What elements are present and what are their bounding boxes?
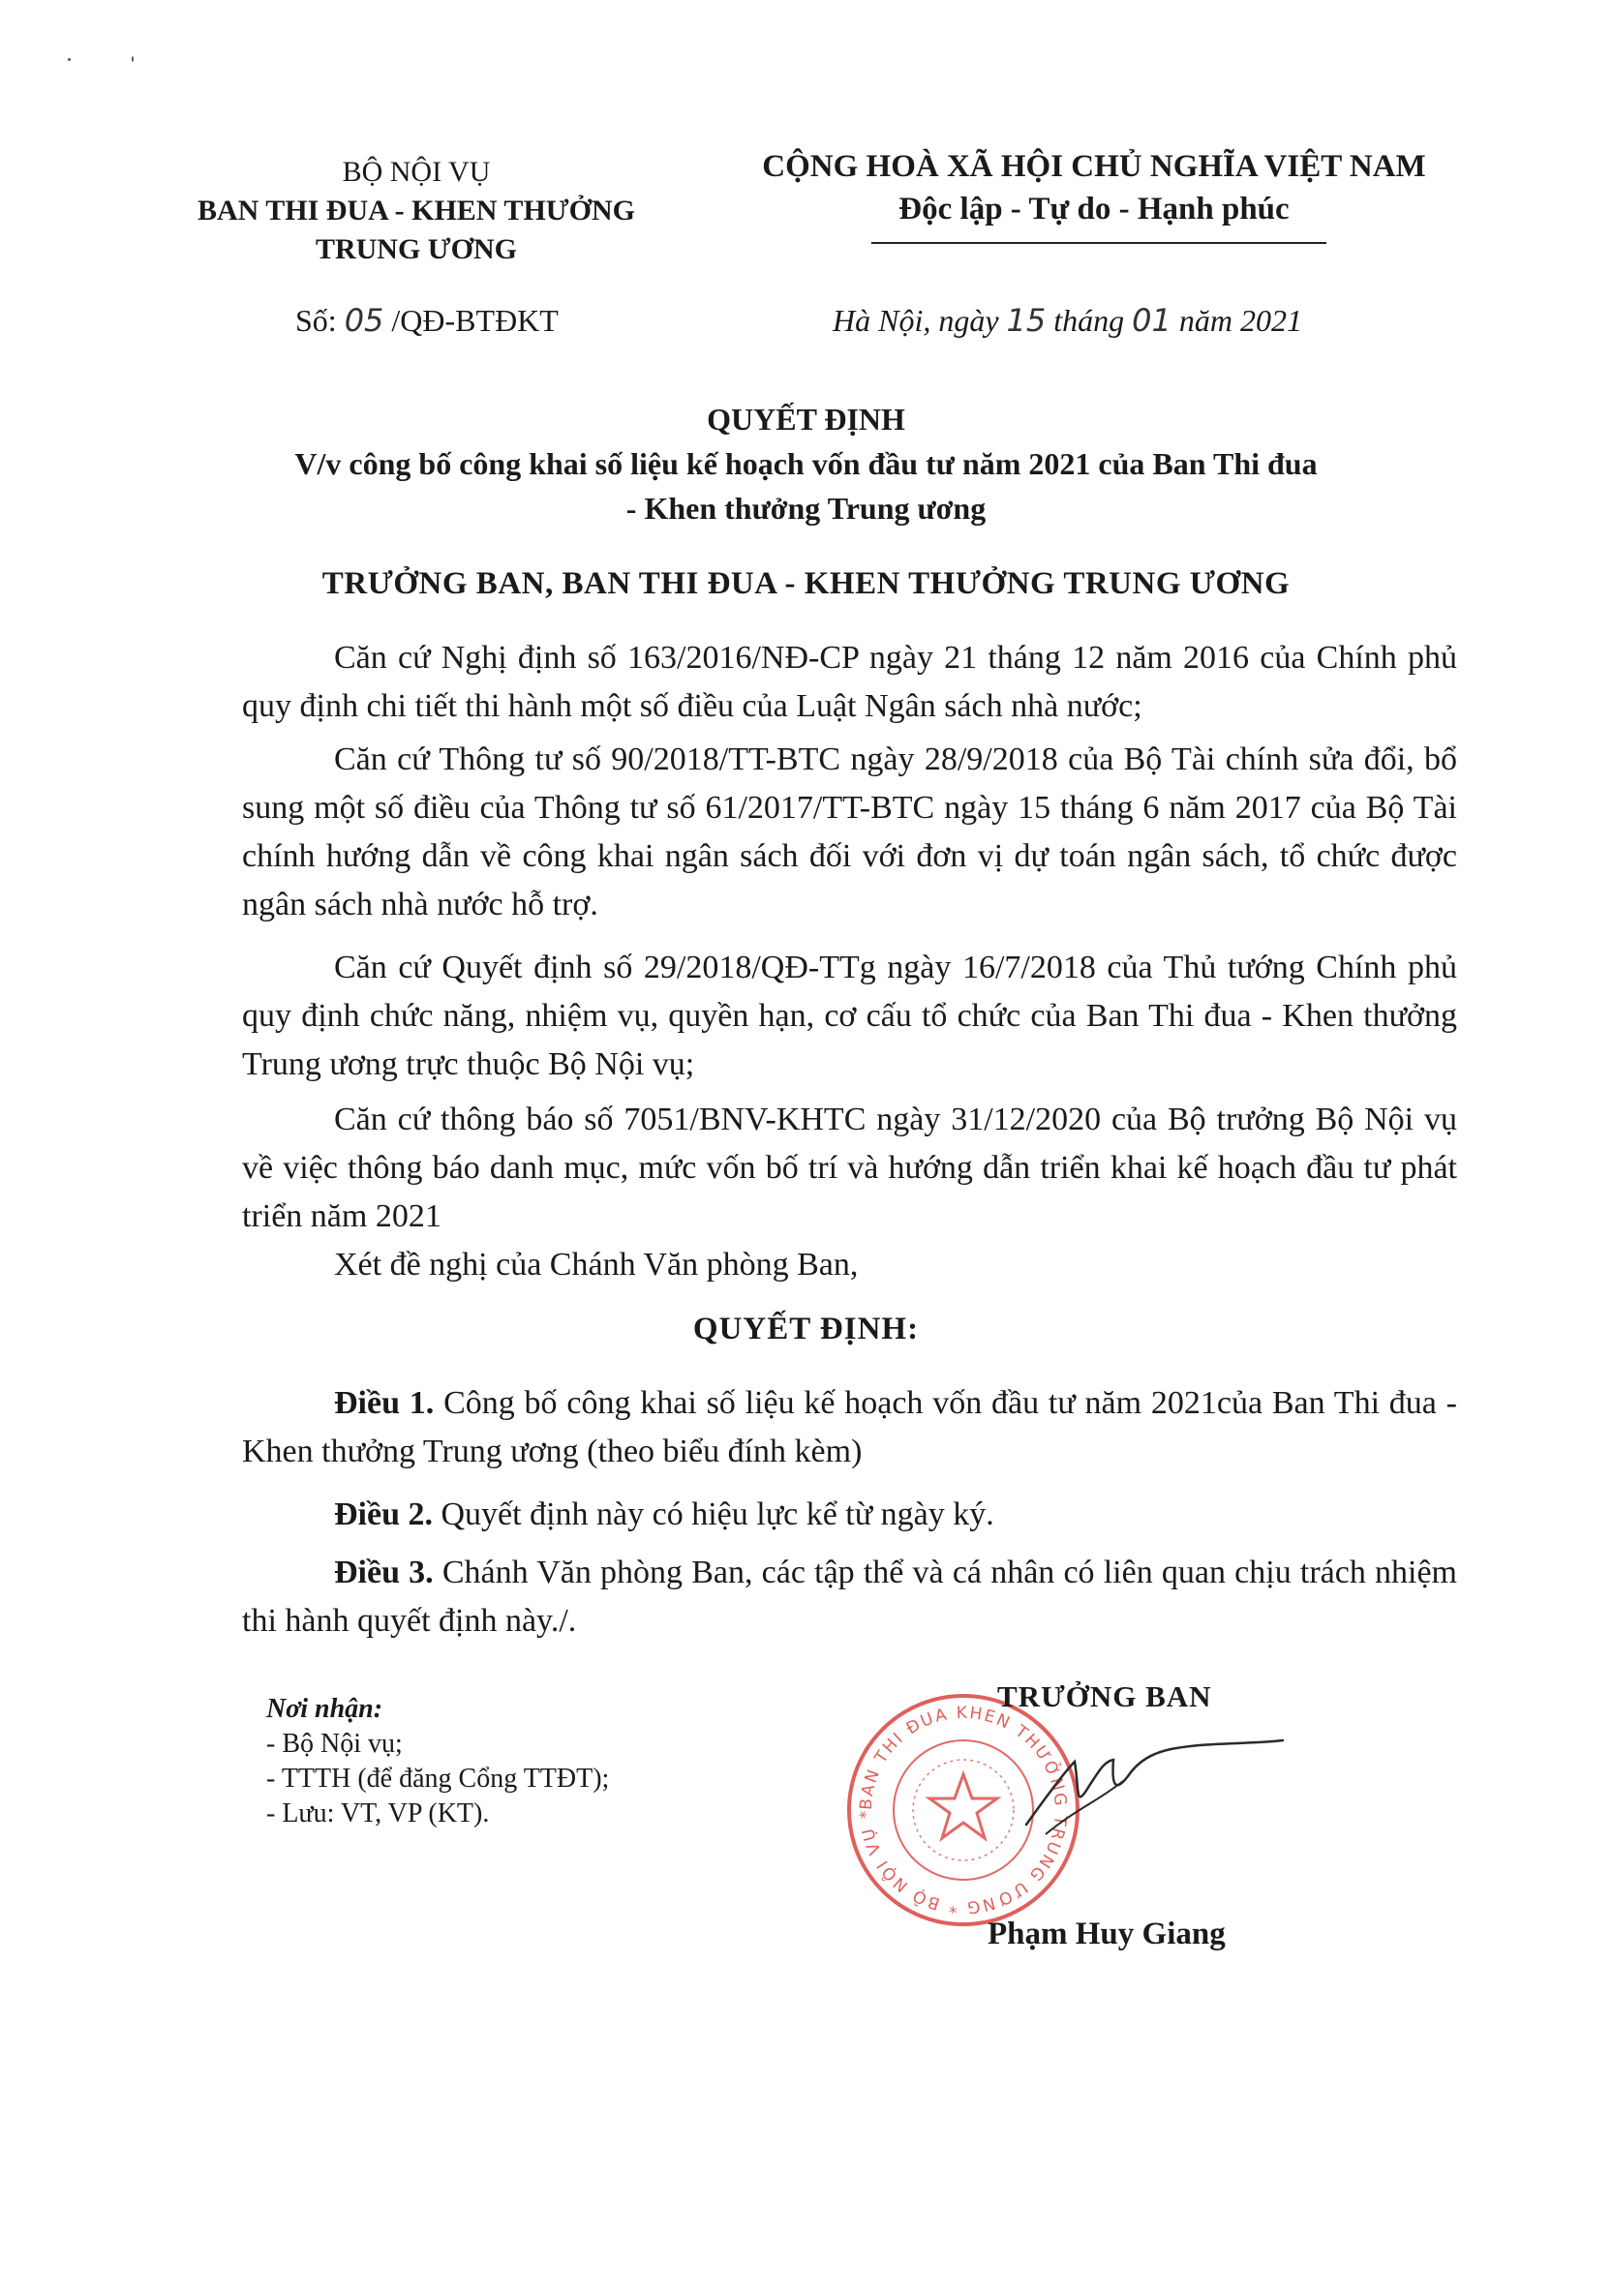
- article-label: Điều 3.: [334, 1555, 434, 1590]
- scan-speck: [68, 58, 71, 61]
- article-label: Điều 1.: [334, 1385, 435, 1421]
- stamp-star-icon: [929, 1774, 997, 1838]
- handwritten-signature: [1007, 1733, 1297, 1858]
- subject-line-2: - Khen thưởng Trung ương: [625, 491, 987, 526]
- document-title: [145, 397, 1467, 530]
- issue-date: [833, 302, 1302, 339]
- issuing-agency: [145, 153, 687, 269]
- agency-name-line2: TRUNG ƯƠNG: [315, 233, 518, 265]
- decision-heading: QUYẾT ĐỊNH:: [692, 1312, 920, 1346]
- handwritten-number: 05: [344, 302, 384, 339]
- national-motto: Độc lập - Tự do - Hạnh phúc: [898, 192, 1290, 227]
- article-3: [242, 1549, 1457, 1646]
- basis-paragraph: Căn cứ Quyết định số 29/2018/QĐ-TTg ngày 16/7/2018 của Thủ tướng Chính phủ quy định chức năng, nhiệm vụ, quyền hạn, cơ cấu tổ chức của Ban Thi đua - Khen thưởng Trung ương trực thuộc Bộ Nội vụ;: [242, 950, 1457, 1082]
- agency-name-line1: BAN THI ĐUA - KHEN THƯỞNG: [197, 195, 635, 227]
- signer-position: TRƯỞNG BAN: [997, 1679, 1212, 1713]
- motto-underline: [871, 242, 1326, 244]
- article-label: Điều 2.: [334, 1496, 433, 1532]
- recipient-item: - Bộ Nội vụ;: [266, 1729, 403, 1759]
- handwritten-day: 15: [1006, 302, 1047, 339]
- number-prefix: Số:: [295, 303, 337, 338]
- issuing-authority: TRƯỞNG BAN, BAN THI ĐUA - KHEN THƯỞNG TRUNG ƯƠNG: [321, 566, 1291, 601]
- ministry-name: BỘ NỘI VỤ: [342, 156, 491, 188]
- handwritten-month: 01: [1132, 302, 1171, 339]
- date-text-place: Hà Nội, ngày: [833, 303, 999, 338]
- date-text-year: năm 2021: [1178, 303, 1302, 338]
- date-text-month: tháng: [1053, 303, 1125, 338]
- recipients: [266, 1692, 609, 1831]
- article-text: Chánh Văn phòng Ban, các tập thể và cá nhân có liên quan chịu trách nhiệm thi hành quyết định này./.: [242, 1555, 1458, 1639]
- scan-speck: [132, 56, 134, 62]
- recipient-item: - Lưu: VT, VP (KT).: [266, 1798, 490, 1828]
- stamp-ring-text: BAN THI ĐUA KHEN THƯỞNG TRUNG ƯƠNG * BỘ NỘI VỤ *: [856, 1703, 1071, 1918]
- article-text: Công bố công khai số liệu kế hoạch vốn đầu tư năm 2021của Ban Thi đua - Khen thưởng Trung ương (theo biểu đính kèm): [242, 1385, 1458, 1469]
- basis-paragraph: Xét đề nghị của Chánh Văn phòng Ban,: [334, 1247, 859, 1283]
- basis-paragraph: Căn cứ Nghị định số 163/2016/NĐ-CP ngày 21 tháng 12 năm 2016 của Chính phủ quy định chi tiết thi hành một số điều của Luật Ngân sách nhà nước;: [242, 640, 1457, 724]
- subject-line-1: V/v công bố công khai số liệu kế hoạch vốn đầu tư năm 2021 của Ban Thi đua: [294, 446, 1318, 481]
- national-heading: [678, 145, 1510, 230]
- basis-paragraph: Căn cứ Thông tư số 90/2018/TT-BTC ngày 28/9/2018 của Bộ Tài chính sửa đổi, bổ sung một số điều của Thông tư số 61/2017/TT-BTC ngày 15 tháng 6 năm 2017 của Bộ Tài chính hướng dẫn về công khai ngân sách đối với đơn vị dự toán ngân sách, tổ chức được ngân sách nhà nước hỗ trợ.: [242, 741, 1457, 922]
- document-number: [295, 302, 559, 339]
- article-1: [242, 1379, 1457, 1476]
- basis-paragraph: Căn cứ thông báo số 7051/BNV-KHTC ngày 31/12/2020 của Bộ trưởng Bộ Nội vụ về việc thông báo danh mục, mức vốn bố trí và hướng dẫn triển khai kế hoạch đầu tư phát triển năm 2021: [242, 1102, 1457, 1234]
- signer-name: Phạm Huy Giang: [988, 1917, 1226, 1951]
- number-suffix: /QĐ-BTĐKT: [391, 303, 559, 338]
- article-text: Quyết định này có hiệu lực kể từ ngày ký.: [441, 1496, 994, 1532]
- document-type: QUYẾT ĐỊNH: [707, 402, 905, 437]
- article-2: [242, 1491, 1457, 1539]
- recipient-item: - TTTH (để đăng Cổng TTĐT);: [266, 1764, 610, 1794]
- recipients-heading: Nơi nhận:: [266, 1694, 383, 1724]
- national-title: CỘNG HOÀ XÃ HỘI CHỦ NGHĨA VIỆT NAM: [762, 149, 1426, 184]
